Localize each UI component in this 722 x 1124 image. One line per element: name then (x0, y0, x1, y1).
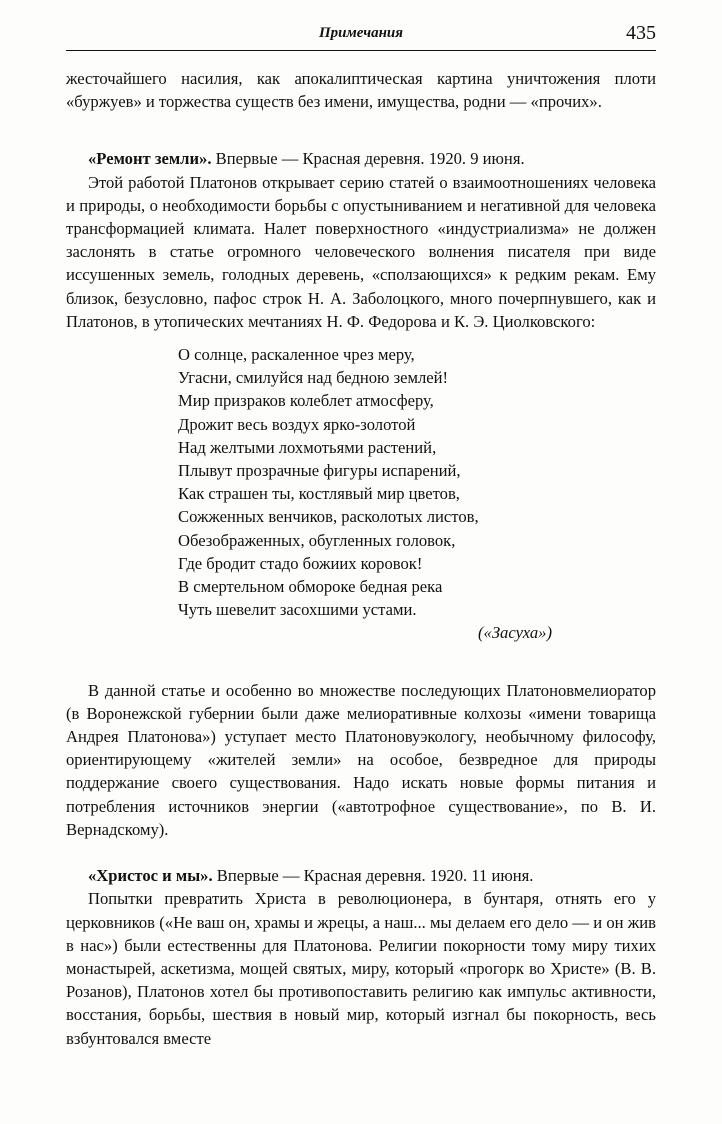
page-number: 435 (626, 22, 656, 44)
section-heading: «Ремонт земли». (88, 149, 212, 169)
poem-source: («Засуха») (478, 623, 552, 643)
section-ремонт-земли (66, 147, 656, 170)
poem-line: Чуть шевелит засохшими устами. (178, 600, 417, 620)
main-text (66, 67, 656, 1050)
section-source: Впервые — Красная деревня. 1920. 9 июня. (215, 149, 525, 169)
section-source: Впервые — Красная деревня. 1920. 11 июня. (216, 866, 534, 886)
poem-quote (178, 343, 656, 621)
section-heading: «Христос и мы». (88, 866, 213, 886)
page-header (66, 22, 656, 51)
poem-line: Плывут прозрачные фигуры испарений, (178, 461, 461, 481)
running-title: Примечания (318, 25, 404, 41)
poem-line: В смертельном обмороке бедная река (178, 577, 443, 597)
poem-line: Угасни, смилуйся над бедною землей! (178, 368, 449, 388)
section-paragraph: Этой работой Платонов открывает серию статей о взаимоотношениях человека и природы, о необходимости борьбы с опустыниванием и негативной для человека трансформацией климата. Налет поверхностного «индустриализма» не должен заслонять в статье огромного человеческого волнения писателя при виде иссушенных земель, голодных деревень, «сползающихся» к редким рекам. Ему близок, безусловно, пафос строк Н. А. Заболоцкого, много почерпнувшего, как и Платонов, в утопических мечтаниях Н. Ф. Федорова и К. Э. Циолковского: (66, 172, 656, 331)
poem-line: Где бродит стадо божиих коровок! (178, 553, 423, 573)
poem-line: Мир призраков колеблет атмосферу, (178, 391, 434, 411)
analysis-paragraph: В данной статье и особенно во множестве последующих Платоновмелиоратор (в Воронежской губернии были даже мелиоративные колхозы «имени товарища Андрея Платонова») уступает место Платоновуэкологу, необычному философу, ориентирующему «жителей земли» на особое, безвредное для природы поддержание своего существования. Надо искать новые формы питания и потребления источников энергии («автотрофное существование», по В. И. Вернадскому). (66, 680, 656, 839)
poem-line: Сожженных венчиков, расколотых листов, (178, 507, 479, 527)
poem-line: Обезображенных, обугленных головок, (178, 530, 456, 550)
continued-paragraph: жесточайшего насилия, как апокалиптическая картина уничтожения плоти «буржуев» и торжества существ без имени, имущества, родни — «прочих». (66, 69, 656, 112)
section-paragraph: Попытки превратить Христа в революционера, в бунтаря, отнять его у церковников («Не ваш он, храмы и жрецы, а наш... мы делаем его дело — и он жив в нас») были естественны для Платонова. Религии покорности тому миру тихих монастырей, аскетизма, мощей святых, миру, который «прогорк во Христе» (В. В. Розанов), Платонов хотел бы противопоставить религию как импульс активности, восстания, борьбы, шествия в новый мир, который изгнал бы покорность, весь взбунтовался вместе (66, 889, 656, 1048)
poem-line: О солнце, раскаленное чрез меру, (178, 345, 415, 365)
poem-line: Дрожит весь воздух ярко-золотой (178, 414, 416, 434)
section-христос-и-мы (66, 864, 656, 887)
poem-line: Как страшен ты, костлявый мир цветов, (178, 484, 460, 504)
poem-line: Над желтыми лохмотьями растений, (178, 437, 437, 457)
